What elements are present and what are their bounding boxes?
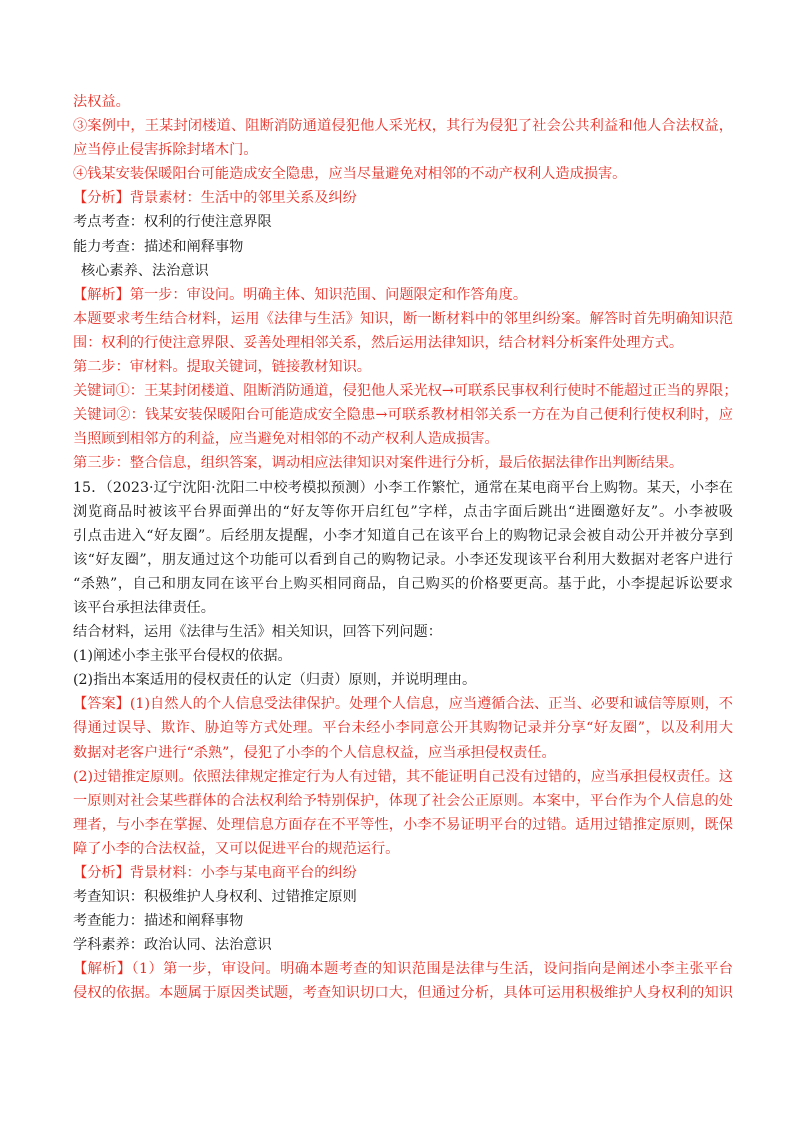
text-line: “杀熟”，自己和朋友同在该平台上购买相同商品，自己购买的价格要更高。基于此，小李提起诉讼要求 <box>73 575 733 592</box>
text-line: 【解析】（1）第一步，审设问。明确本题考查的知识范围是法律与生活，设问指向是阐述小李主张平台 <box>73 961 733 978</box>
document-body <box>73 90 738 1006</box>
text-line: 当照顾到相邻方的利益，应当避免对相邻的不动产权利人造成损害。 <box>73 431 499 448</box>
text-line: 考点考查：权利的行使注意界限 <box>73 214 272 231</box>
text-line: 该“好友圈”，朋友通过这个功能可以看到自己的购物记录。小李还发现该平台利用大数据对老客户进行 <box>73 551 733 568</box>
text-line: 【分析】背景材料：小李与某电商平台的纠纷 <box>73 865 357 881</box>
text-line: 障了小李的合法权益，又可以促进平台的规范运行。 <box>73 840 400 857</box>
text-line: 该平台承担法律责任。 <box>73 599 215 616</box>
text-line: 围：权利的行使注意界限、妥善处理相邻关系，然后运用法律知识，结合材料分析案件处理方式。 <box>73 334 684 351</box>
text-line: 15．（2023·辽宁沈阳·沈阳二中校考模拟预测）小李工作繁忙，通常在某电商平台上购物。某天，小李在 <box>73 479 733 496</box>
text-line: (2)指出本案适用的侵权责任的认定（归责）原则，并说明理由。 <box>73 672 477 689</box>
text-line: 第三步：整合信息，组织答案，调动相应法律知识对案件进行分析，最后依据法律作出判断结果。 <box>73 455 684 472</box>
text-line: 【答案】(1)自然人的个人信息受法律保护。处理个人信息，应当遵循合法、正当、必要和诚信等原则，不 <box>73 696 733 713</box>
text-line: 结合材料，运用《法律与生活》相关知识，回答下列问题： <box>73 624 442 641</box>
text-line: 侵权的依据。本题属于原因类试题，考查知识切口大，但通过分析，具体可运用积极维护人身权利的知识 <box>73 985 733 1002</box>
text-line: 应当停止侵害拆除封堵木门。 <box>73 142 258 159</box>
text-line: ③案例中，王某封闭楼道、阻断消防通道侵犯他人采光权，其行为侵犯了社会公共利益和他人合法权益， <box>73 118 733 135</box>
text-line: (1)阐述小李主张平台侵权的依据。 <box>73 648 292 665</box>
text-line: 考查能力：描述和阐释事物 <box>73 913 244 930</box>
text-line: 得通过误导、欺诈、胁迫等方式处理。平台未经小李同意公开其购物记录并分享“好友圈”，以及利用大 <box>73 720 733 737</box>
text-line: 引点击进入“好友圈”。后经朋友提醒，小李才知道自己在该平台上的购物记录会被自动公开并被分享到 <box>73 527 733 544</box>
text-line: 【分析】背景素材：生活中的邻里关系及纠纷 <box>73 190 357 207</box>
text-line: 浏览商品时被该平台界面弹出的“好友等你开启红包”字样，点击字面后跳出“进圈邀好友”。小李被吸 <box>73 503 733 520</box>
text-line: 一原则对社会某些群体的合法权利给予特别保护，体现了社会公正原则。本案中，平台作为个人信息的处 <box>73 792 733 809</box>
text-line: 【解析】第一步：审设问。明确主体、知识范围、问题限定和作答角度。 <box>73 286 528 303</box>
text-line: 法权益。 <box>73 94 130 110</box>
text-line: ④钱某安装保暖阳台可能造成安全隐患，应当尽量避免对相邻的不动产权利人造成损害。 <box>73 166 627 183</box>
text-line: 本题要求考生结合材料，运用《法律与生活》知识，断一断材料中的邻里纠纷案。解答时首先明确知识范 <box>73 310 733 327</box>
text-line: 理者，与小李在掌握、处理信息方面存在不平等性，小李不易证明平台的过错。适用过错推定原则，既保 <box>73 816 733 833</box>
text-line: 核心素养、法治意识 <box>81 262 209 279</box>
text-line: 考查知识：积极维护人身权利、过错推定原则 <box>73 889 357 906</box>
text-line: 关键词①：王某封闭楼道、阻断消防通道，侵犯他人采光权→可联系民事权利行使时不能超过正当的界限； <box>73 383 738 400</box>
text-line: 关键词②：钱某安装保暖阳台可能造成安全隐患→可联系教材相邻关系一方在为自己便利行使权利时，应 <box>73 407 733 424</box>
text-line: 第二步：审材料。提取关键词，链接教材知识。 <box>73 359 371 376</box>
text-line: 能力考查：描述和阐释事物 <box>73 238 244 255</box>
text-line: (2)过错推定原则。依照法律规定推定行为人有过错，其不能证明自己没有过错的，应当承担侵权责任。这 <box>73 768 733 785</box>
text-line: 数据对老客户进行“杀熟”，侵犯了小李的个人信息权益，应当承担侵权责任。 <box>73 744 556 761</box>
text-line: 学科素养：政治认同、法治意识 <box>73 937 272 954</box>
